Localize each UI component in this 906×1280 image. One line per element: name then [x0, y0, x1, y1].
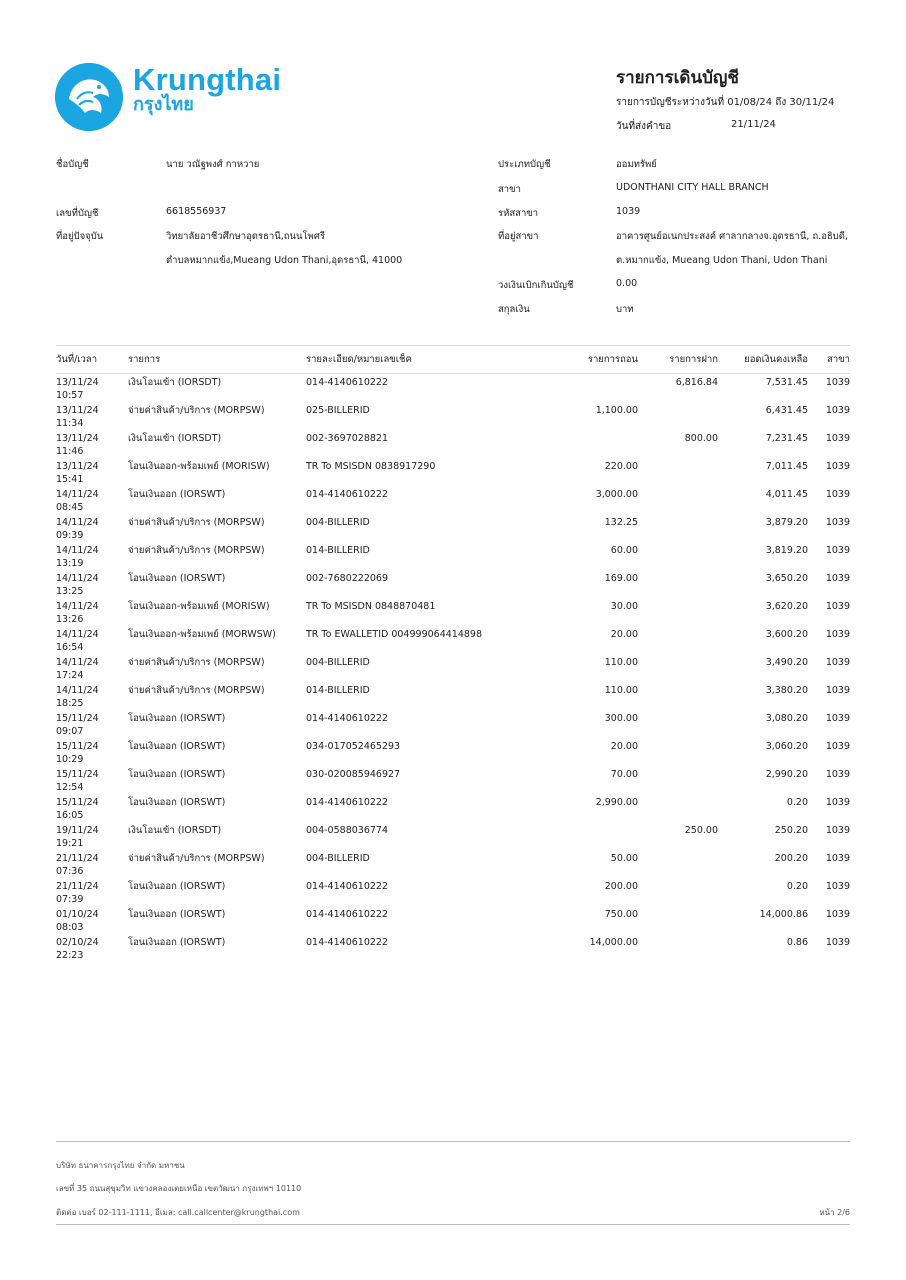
cell-item: จ่ายค่าสินค้า/บริการ (MORPSW) [128, 657, 265, 668]
cell-balance: 0.86 [786, 937, 808, 948]
cell-withdraw: 169.00 [604, 573, 638, 584]
cell-balance: 3,650.20 [765, 573, 808, 584]
cell-detail: 014-4140610222 [306, 937, 389, 948]
cell-deposit [638, 878, 718, 906]
current-address-line1: วิทยาลัยอาชีวศึกษาอุดรธานี,ถนนโพศรี [166, 231, 325, 242]
row-time: 08:45 [56, 502, 84, 513]
cell-deposit [638, 766, 718, 794]
row-time: 13:26 [56, 614, 84, 625]
row-time: 16:54 [56, 642, 84, 653]
cell-withdraw: 70.00 [610, 769, 638, 780]
cell-withdraw: 30.00 [610, 601, 638, 612]
cell-date-time [56, 542, 128, 570]
cell-detail: 002-3697028821 [306, 433, 389, 444]
cell-date-time [56, 654, 128, 682]
cell-balance: 3,080.20 [765, 713, 808, 724]
cell-item: โอนเงินออก (IORSWT) [128, 937, 226, 948]
account-number-value: 6618556937 [166, 206, 227, 217]
row-date: 15/11/24 [56, 797, 99, 808]
table-row [56, 794, 850, 822]
row-date: 13/11/24 [56, 405, 99, 416]
statement-range: รายการบัญชีระหว่างวันที่ 01/08/24 ถึง 30/11/24 [616, 97, 835, 108]
account-type-value: ออมทรัพย์ [616, 159, 657, 170]
cell-date-time [56, 710, 128, 738]
cell-item: โอนเงินออก-พร้อมเพย์ (MORISW) [128, 461, 270, 472]
cell-item: โอนเงินออก (IORSWT) [128, 797, 226, 808]
cell-withdraw: 50.00 [610, 853, 638, 864]
cell-item: จ่ายค่าสินค้า/บริการ (MORPSW) [128, 517, 265, 528]
krungthai-logo [55, 63, 127, 131]
footer-address: เลขที่ 35 ถนนสุขุมวิท แขวงคลองเตยเหนือ เขตวัฒนา กรุงเทพฯ 10110 [56, 1184, 302, 1193]
cell-detail: 004-BILLERID [306, 853, 370, 864]
account-name-label: ชื่อบัญชี [56, 159, 89, 170]
table-row [56, 458, 850, 486]
table-row [56, 850, 850, 878]
row-time: 22:23 [56, 950, 84, 961]
current-address-line2: ตำบลหมากแข้ง,Mueang Udon Thani,อุดรธานี, 41000 [166, 255, 403, 266]
table-row [56, 486, 850, 514]
cell-detail: 014-BILLERID [306, 545, 370, 556]
footer-company: บริษัท ธนาคารกรุงไทย จำกัด มหาชน [56, 1161, 185, 1170]
cell-deposit [638, 710, 718, 738]
request-date-row [616, 119, 776, 134]
cell-withdraw: 3,000.00 [595, 489, 638, 500]
cell-deposit [638, 738, 718, 766]
cell-item: โอนเงินออก (IORSWT) [128, 881, 226, 892]
row-date: 02/10/24 [56, 937, 99, 948]
cell-branch: 1039 [825, 433, 850, 444]
cell-withdraw: 750.00 [604, 909, 638, 920]
cell-detail: 014-4140610222 [306, 489, 389, 500]
cell-date-time [56, 682, 128, 710]
currency-value: บาท [616, 304, 634, 315]
cell-deposit [638, 402, 718, 430]
table-row [56, 710, 850, 738]
cell-balance: 3,879.20 [765, 517, 808, 528]
cell-date-time [56, 402, 128, 430]
header-detail: รายละเอียด/หมายเลขเช็ค [306, 346, 491, 374]
table-row [56, 570, 850, 598]
cell-balance: 7,231.45 [765, 433, 808, 444]
table-row [56, 682, 850, 710]
cell-branch: 1039 [825, 881, 850, 892]
cell-detail: 025-BILLERID [306, 405, 370, 416]
cell-balance: 7,531.45 [765, 377, 808, 388]
cell-withdraw: 220.00 [604, 461, 638, 472]
cell-deposit [638, 458, 718, 486]
overdraft-value: 0.00 [616, 278, 638, 289]
cell-date-time [56, 430, 128, 458]
header-withdraw: รายการถอน [491, 346, 638, 374]
cell-branch: 1039 [825, 937, 850, 948]
branch-address-line1: อาคารศูนย์อเนกประสงค์ ศาลากลางจ.อุดรธานี, ถ.อธิบดี, [616, 231, 848, 242]
cell-date-time [56, 626, 128, 654]
cell-detail: 004-BILLERID [306, 657, 370, 668]
header-balance: ยอดเงินคงเหลือ [718, 346, 808, 374]
cell-balance: 200.20 [774, 853, 808, 864]
row-date: 19/11/24 [56, 825, 99, 836]
table-row [56, 430, 850, 458]
cell-withdraw: 1,100.00 [595, 405, 638, 416]
cell-item: จ่ายค่าสินค้า/บริการ (MORPSW) [128, 853, 265, 864]
cell-branch: 1039 [825, 909, 850, 920]
table-row [56, 766, 850, 794]
cell-deposit [638, 850, 718, 878]
row-time: 07:39 [56, 894, 84, 905]
cell-date-time [56, 794, 128, 822]
cell-date-time [56, 738, 128, 766]
cell-date-time [56, 906, 128, 934]
cell-item: จ่ายค่าสินค้า/บริการ (MORPSW) [128, 685, 265, 696]
cell-date-time [56, 822, 128, 850]
cell-branch: 1039 [825, 545, 850, 556]
row-date: 14/11/24 [56, 517, 99, 528]
branch-code-value: 1039 [616, 206, 641, 217]
branch-label: สาขา [498, 184, 521, 195]
cell-date-time [56, 374, 128, 403]
cell-detail: 014-4140610222 [306, 881, 389, 892]
account-name-value: นาย วณัฐพงศ์ กาหวาย [166, 159, 260, 170]
cell-detail: 014-BILLERID [306, 685, 370, 696]
cell-detail: 014-4140610222 [306, 909, 389, 920]
header-item: รายการ [128, 346, 306, 374]
footer-contact: ติดต่อ เบอร์ 02-111-1111, อีเมล: call.callcenter@krungthai.com [56, 1208, 300, 1217]
cell-date-time [56, 766, 128, 794]
cell-withdraw: 14,000.00 [589, 937, 638, 948]
cell-branch: 1039 [825, 685, 850, 696]
table-row [56, 654, 850, 682]
cell-branch: 1039 [825, 461, 850, 472]
cell-withdraw [491, 430, 638, 458]
row-date: 15/11/24 [56, 741, 99, 752]
cell-withdraw: 110.00 [604, 657, 638, 668]
branch-code-label: รหัสสาขา [498, 208, 539, 219]
row-date: 13/11/24 [56, 433, 99, 444]
cell-deposit [638, 654, 718, 682]
cell-date-time [56, 570, 128, 598]
cell-branch: 1039 [825, 377, 850, 388]
cell-balance: 3,060.20 [765, 741, 808, 752]
cell-detail: 034-017052465293 [306, 741, 401, 752]
table-header-row [56, 346, 850, 374]
cell-balance: 250.20 [774, 825, 808, 836]
cell-detail: TR To MSISDN 0838917290 [306, 461, 436, 472]
row-date: 14/11/24 [56, 545, 99, 556]
row-date: 21/11/24 [56, 853, 99, 864]
footer-divider-bottom [56, 1224, 850, 1225]
cell-date-time [56, 934, 128, 962]
cell-item: โอนเงินออก (IORSWT) [128, 909, 226, 920]
table-row [56, 598, 850, 626]
cell-detail: TR To MSISDN 0848870481 [306, 601, 436, 612]
cell-balance: 3,819.20 [765, 545, 808, 556]
cell-withdraw: 20.00 [610, 629, 638, 640]
row-date: 21/11/24 [56, 881, 99, 892]
cell-branch: 1039 [825, 741, 850, 752]
row-time: 12:54 [56, 782, 84, 793]
cell-item: โอนเงินออก-พร้อมเพย์ (MORWSW) [128, 629, 276, 640]
table-row [56, 514, 850, 542]
cell-balance: 14,000.86 [759, 909, 808, 920]
brand [133, 64, 281, 116]
cell-date-time [56, 878, 128, 906]
cell-date-time [56, 486, 128, 514]
cell-balance: 3,380.20 [765, 685, 808, 696]
row-time: 11:34 [56, 418, 84, 429]
cell-date-time [56, 598, 128, 626]
row-date: 14/11/24 [56, 685, 99, 696]
cell-branch: 1039 [825, 825, 850, 836]
row-time: 11:46 [56, 446, 84, 457]
cell-branch: 1039 [825, 769, 850, 780]
cell-balance: 3,490.20 [765, 657, 808, 668]
cell-withdraw [491, 374, 638, 403]
header-deposit: รายการฝาก [638, 346, 718, 374]
cell-deposit [638, 682, 718, 710]
cell-item: เงินโอนเข้า (IORSDT) [128, 825, 222, 836]
cell-withdraw: 200.00 [604, 881, 638, 892]
table-row [56, 822, 850, 850]
cell-balance: 0.20 [786, 797, 808, 808]
table-row [56, 878, 850, 906]
row-time: 15:41 [56, 474, 84, 485]
row-time: 09:39 [56, 530, 84, 541]
row-time: 19:21 [56, 838, 84, 849]
cell-branch: 1039 [825, 853, 850, 864]
cell-deposit [638, 934, 718, 962]
cell-date-time [56, 850, 128, 878]
row-date: 15/11/24 [56, 769, 99, 780]
cell-item: โอนเงินออก (IORSWT) [128, 489, 226, 500]
cell-withdraw [491, 822, 638, 850]
cell-branch: 1039 [825, 657, 850, 668]
cell-detail: 002-7680222069 [306, 573, 389, 584]
table-row [56, 738, 850, 766]
cell-withdraw: 300.00 [604, 713, 638, 724]
row-date: 13/11/24 [56, 377, 99, 388]
transactions-body [56, 374, 850, 963]
table-row [56, 626, 850, 654]
cell-detail: 004-0588036774 [306, 825, 389, 836]
cell-branch: 1039 [825, 517, 850, 528]
cell-deposit [638, 514, 718, 542]
cell-branch: 1039 [825, 489, 850, 500]
row-date: 14/11/24 [56, 601, 99, 612]
brand-name-en: Krungthai [133, 62, 282, 97]
cell-balance: 3,620.20 [765, 601, 808, 612]
row-time: 10:29 [56, 754, 84, 765]
cell-date-time [56, 458, 128, 486]
cell-item: โอนเงินออก (IORSWT) [128, 741, 226, 752]
cell-detail: 014-4140610222 [306, 713, 389, 724]
row-date: 01/10/24 [56, 909, 99, 920]
cell-withdraw: 60.00 [610, 545, 638, 556]
table-row [56, 542, 850, 570]
currency-label: สกุลเงิน [498, 304, 530, 315]
row-time: 09:07 [56, 726, 84, 737]
cell-deposit [638, 570, 718, 598]
row-date: 13/11/24 [56, 461, 99, 472]
cell-balance: 3,600.20 [765, 629, 808, 640]
table-row [56, 906, 850, 934]
cell-balance: 2,990.20 [765, 769, 808, 780]
account-number-label: เลขที่บัญชี [56, 208, 99, 219]
row-date: 14/11/24 [56, 573, 99, 584]
cell-balance: 0.20 [786, 881, 808, 892]
cell-balance: 6,431.45 [765, 405, 808, 416]
current-address-label: ที่อยู่ปัจจุบัน [56, 231, 104, 242]
row-time: 13:25 [56, 586, 84, 597]
cell-item: โอนเงินออก-พร้อมเพย์ (MORISW) [128, 601, 270, 612]
cell-detail: TR To EWALLETID 004999064414898 [306, 629, 483, 640]
cell-deposit: 800.00 [684, 433, 718, 444]
statement-title: รายการเดินบัญชี [616, 68, 739, 88]
cell-branch: 1039 [825, 601, 850, 612]
transactions-table [56, 345, 850, 962]
cell-item: จ่ายค่าสินค้า/บริการ (MORPSW) [128, 545, 265, 556]
request-date-value: 21/11/24 [731, 119, 776, 130]
row-time: 13:19 [56, 558, 84, 569]
cell-detail: 004-BILLERID [306, 517, 370, 528]
account-type-label: ประเภทบัญชี [498, 159, 551, 170]
cell-detail: 014-4140610222 [306, 377, 389, 388]
cell-deposit: 250.00 [684, 825, 718, 836]
header-branch: สาขา [808, 346, 850, 374]
row-time: 08:03 [56, 922, 84, 933]
cell-date-time [56, 514, 128, 542]
cell-branch: 1039 [825, 713, 850, 724]
cell-deposit [638, 794, 718, 822]
cell-branch: 1039 [825, 797, 850, 808]
branch-address-line2: ต.หมากแข้ง, Mueang Udon Thani, Udon Thani [616, 255, 828, 266]
cell-item: โอนเงินออก (IORSWT) [128, 573, 226, 584]
cell-withdraw: 132.25 [604, 517, 638, 528]
footer-divider-top [56, 1141, 850, 1142]
cell-branch: 1039 [825, 405, 850, 416]
page-number: หน้า 2/6 [819, 1208, 850, 1217]
cell-item: เงินโอนเข้า (IORSDT) [128, 377, 222, 388]
row-date: 14/11/24 [56, 657, 99, 668]
cell-balance: 7,011.45 [765, 461, 808, 472]
cell-item: โอนเงินออก (IORSWT) [128, 769, 226, 780]
brand-name-th: กรุงไทย [133, 94, 194, 115]
cell-branch: 1039 [825, 629, 850, 640]
overdraft-label: วงเงินเบิกเกินบัญชี [498, 280, 574, 291]
cell-detail: 014-4140610222 [306, 797, 389, 808]
cell-withdraw: 110.00 [604, 685, 638, 696]
cell-balance: 4,011.45 [765, 489, 808, 500]
cell-withdraw: 2,990.00 [595, 797, 638, 808]
cell-item: โอนเงินออก (IORSWT) [128, 713, 226, 724]
row-time: 16:05 [56, 810, 84, 821]
branch-value: UDONTHANI CITY HALL BRANCH [616, 182, 769, 193]
cell-deposit: 6,816.84 [675, 377, 718, 388]
branch-address-label: ที่อยู่สาขา [498, 231, 539, 242]
cell-deposit [638, 626, 718, 654]
row-time: 07:36 [56, 866, 84, 877]
krungthai-bird-logo-icon [55, 63, 123, 131]
cell-deposit [638, 598, 718, 626]
table-row [56, 374, 850, 403]
cell-branch: 1039 [825, 573, 850, 584]
cell-deposit [638, 542, 718, 570]
table-row [56, 934, 850, 962]
row-time: 17:24 [56, 670, 84, 681]
request-date-label: วันที่ส่งคำขอ [616, 121, 672, 132]
cell-item: จ่ายค่าสินค้า/บริการ (MORPSW) [128, 405, 265, 416]
cell-withdraw: 20.00 [610, 741, 638, 752]
cell-detail: 030-020085946927 [306, 769, 401, 780]
table-row [56, 402, 850, 430]
row-date: 15/11/24 [56, 713, 99, 724]
row-time: 10:57 [56, 390, 84, 401]
cell-item: เงินโอนเข้า (IORSDT) [128, 433, 222, 444]
row-date: 14/11/24 [56, 629, 99, 640]
header-date-time: วันที่/เวลา [56, 346, 128, 374]
row-date: 14/11/24 [56, 489, 99, 500]
cell-deposit [638, 906, 718, 934]
row-time: 18:25 [56, 698, 84, 709]
cell-deposit [638, 486, 718, 514]
